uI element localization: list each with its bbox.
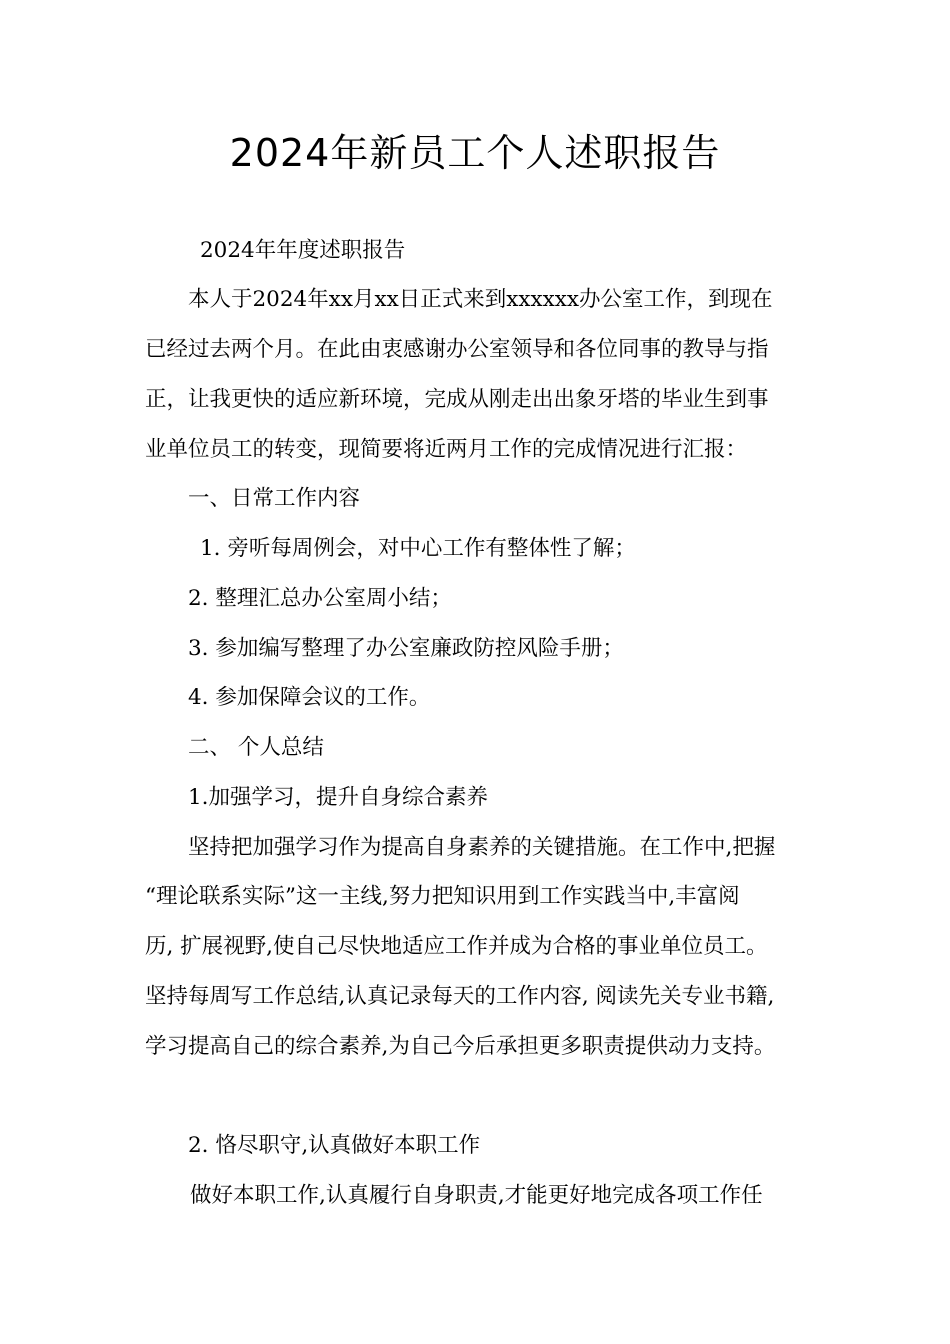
study-paragraph-line-1: 坚持把加强学习作为提高自身素养的关键措施。在工作中,把握: [188, 835, 776, 860]
list-item-2: 2. 整理汇总办公室周小结；: [188, 586, 452, 611]
subheading-study: 1.加强学习，提升自身综合素养: [188, 785, 489, 810]
intro-paragraph-line-1: 本人于2024年xx月xx日正式来到xxxxxx办公室工作，到现在: [188, 287, 773, 312]
report-subtitle: 2024年年度述职报告: [200, 238, 406, 263]
list-item-3: 3. 参加编写整理了办公室廉政防控风险手册；: [188, 636, 624, 661]
section-heading-daily-work: 一、日常工作内容: [188, 486, 361, 511]
intro-paragraph-line-3: 正，让我更快的适应新环境，完成从刚走出出象牙塔的毕业生到事: [145, 387, 769, 412]
study-paragraph-line-4: 坚持每周写工作总结,认真记录每天的工作内容, 阅读先关专业书籍,: [145, 984, 775, 1009]
document-title: 2024年新员工个人述职报告: [229, 131, 721, 175]
study-paragraph-line-2: “理论联系实际”这一主线,努力把知识用到工作实践当中,丰富阅: [145, 884, 740, 909]
study-paragraph-line-5: 学习提高自己的综合素养,为自己今后承担更多职责提供动力支持。: [145, 1034, 776, 1059]
intro-paragraph-line-4: 业单位员工的转变，现简要将近两月工作的完成情况进行汇报：: [145, 437, 748, 462]
intro-paragraph-line-2: 已经过去两个月。在此由衷感谢办公室领导和各位同事的教导与指: [145, 337, 769, 362]
subheading-duty: 2. 恪尽职守,认真做好本职工作: [188, 1133, 481, 1158]
section-heading-personal-summary: 二、 个人总结: [188, 735, 324, 760]
duty-paragraph-line-1: 做好本职工作,认真履行自身职责,才能更好地完成各项工作任: [190, 1183, 763, 1208]
list-item-1: 1. 旁听每周例会，对中心工作有整体性了解；: [200, 536, 636, 561]
list-item-4: 4. 参加保障会议的工作。: [188, 685, 431, 710]
study-paragraph-line-3: 历, 扩展视野,使自己尽快地适应工作并成为合格的事业单位员工。: [145, 934, 768, 959]
